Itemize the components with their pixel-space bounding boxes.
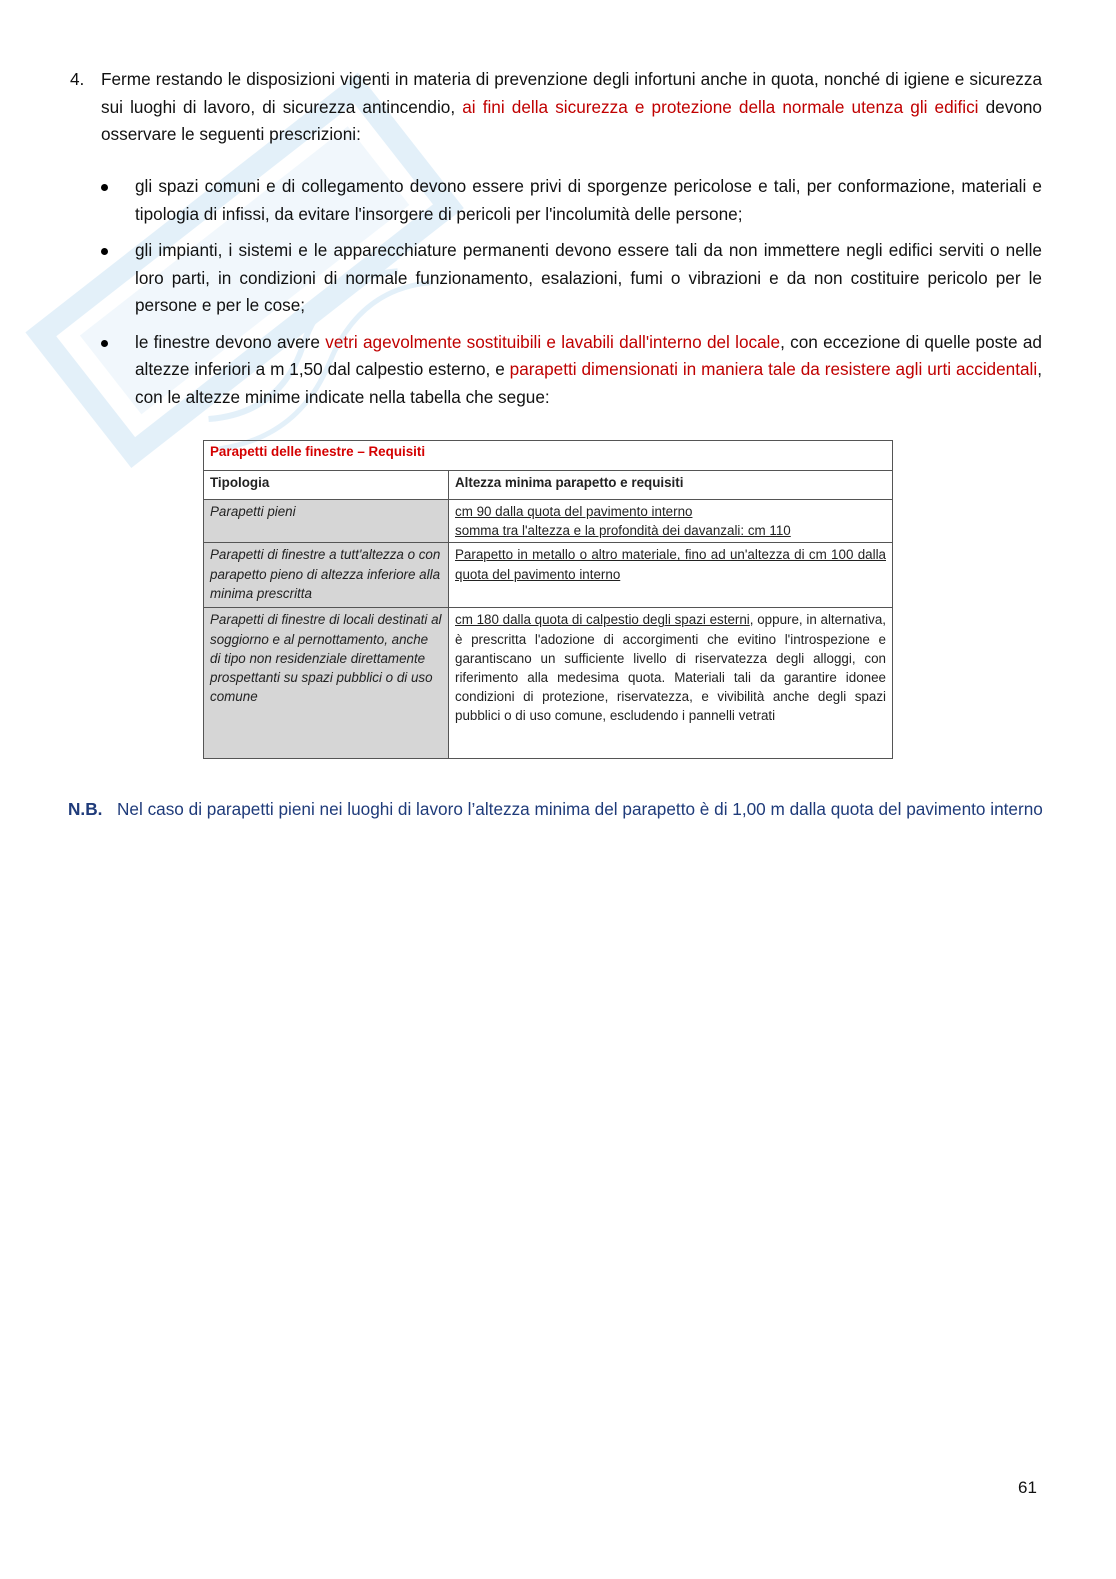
intro-text-start: Ferme restando le disposizioni vigenti in materia di prevenzione degli infortuni anche in quota, nonché di igiene e sicurezza sui luoghi di lavoro, di sicurezza antincendio, — [101, 69, 1042, 117]
parapet-requirements-table — [203, 440, 893, 759]
table-row — [204, 543, 893, 608]
row-requirement: Parapetto in metallo o altro materiale, fino ad un'altezza di cm 100 dalla quota del pavimento interno — [449, 543, 893, 608]
table-row — [204, 500, 893, 543]
intro-paragraph — [70, 66, 1042, 149]
row-type: Parapetti pieni — [204, 500, 449, 543]
table-row — [204, 608, 893, 759]
table-header-row — [204, 471, 893, 500]
table-title: Parapetti delle finestre – Requisiti — [204, 441, 893, 471]
list-item: gli impianti, i sistemi e le apparecchiature permanenti devono essere tali da non immettere negli edifici serviti o nelle loro parti, in condizioni di normale funzionamento, esalazioni, fumi o vibrazioni e da non costituire pericolo per le persone e per le cose; — [70, 237, 1042, 320]
list-item: gli spazi comuni e di collegamento devono essere privi di sporgenze pericolose e tali, per conformazione, materiali e tipologia di infissi, da evitare l'insorgere di pericoli per l'incolumità delle persone; — [70, 173, 1042, 228]
column-header-type: Tipologia — [204, 471, 449, 500]
bullet-icon — [101, 248, 108, 255]
row-type: Parapetti di finestre di locali destinati al soggiorno e al pernottamento, anche di tipo non residenziale direttamente prospettanti su spazi pubblici o di uso comune — [204, 608, 449, 759]
note-label: N.B. — [68, 799, 103, 819]
note-paragraph — [68, 796, 1043, 824]
prescriptions-list — [70, 173, 1042, 420]
bullet-icon — [101, 340, 108, 347]
bullet-icon — [101, 184, 108, 191]
row-requirement: cm 90 dalla quota del pavimento interno somma tra l'altezza e la profondità dei davanzali: cm 110 — [449, 500, 893, 543]
intro-text-highlight: ai fini della sicurezza e protezione della normale utenza gli edifici — [462, 96, 979, 117]
row-requirement: cm 180 dalla quota di calpestio degli spazi esterni, oppure, in alternativa, è prescritta l'adozione di accorgimenti che evitino l'introspezione e garantiscano un sufficiente livello di riservatezza degli alloggi, con riferimento alla medesima quota. Materiali tali da garantire idonee condizioni di protezione, riservatezza, e vivibilità anche degli spazi pubblici o di uso comune, escludendo i pannelli vetrati — [449, 608, 893, 759]
row-type: Parapetti di finestre a tutt'altezza o con parapetto pieno di altezza inferiore alla minima prescritta — [204, 543, 449, 608]
list-number: 4. — [70, 69, 85, 89]
page-number: 61 — [1018, 1478, 1037, 1497]
list-item: le finestre devono avere vetri agevolmente sostituibili e lavabili dall'interno del locale, con eccezione di quelle poste ad altezze inferiori a m 1,50 dal calpestio esterno, e parapetti dimensionati in maniera tale da resistere agli urti accidentali, con le altezze minime indicate nella tabella che segue: — [70, 329, 1042, 412]
table-title-row — [204, 441, 893, 471]
note-text: Nel caso di parapetti pieni nei luoghi di lavoro l’altezza minima del parapetto è di 1,00 m dalla quota del pavimento interno — [117, 799, 1043, 819]
column-header-requirements: Altezza minima parapetto e requisiti — [449, 471, 893, 500]
intro-text-end: devono osservare le seguenti prescrizioni: — [101, 96, 1042, 144]
